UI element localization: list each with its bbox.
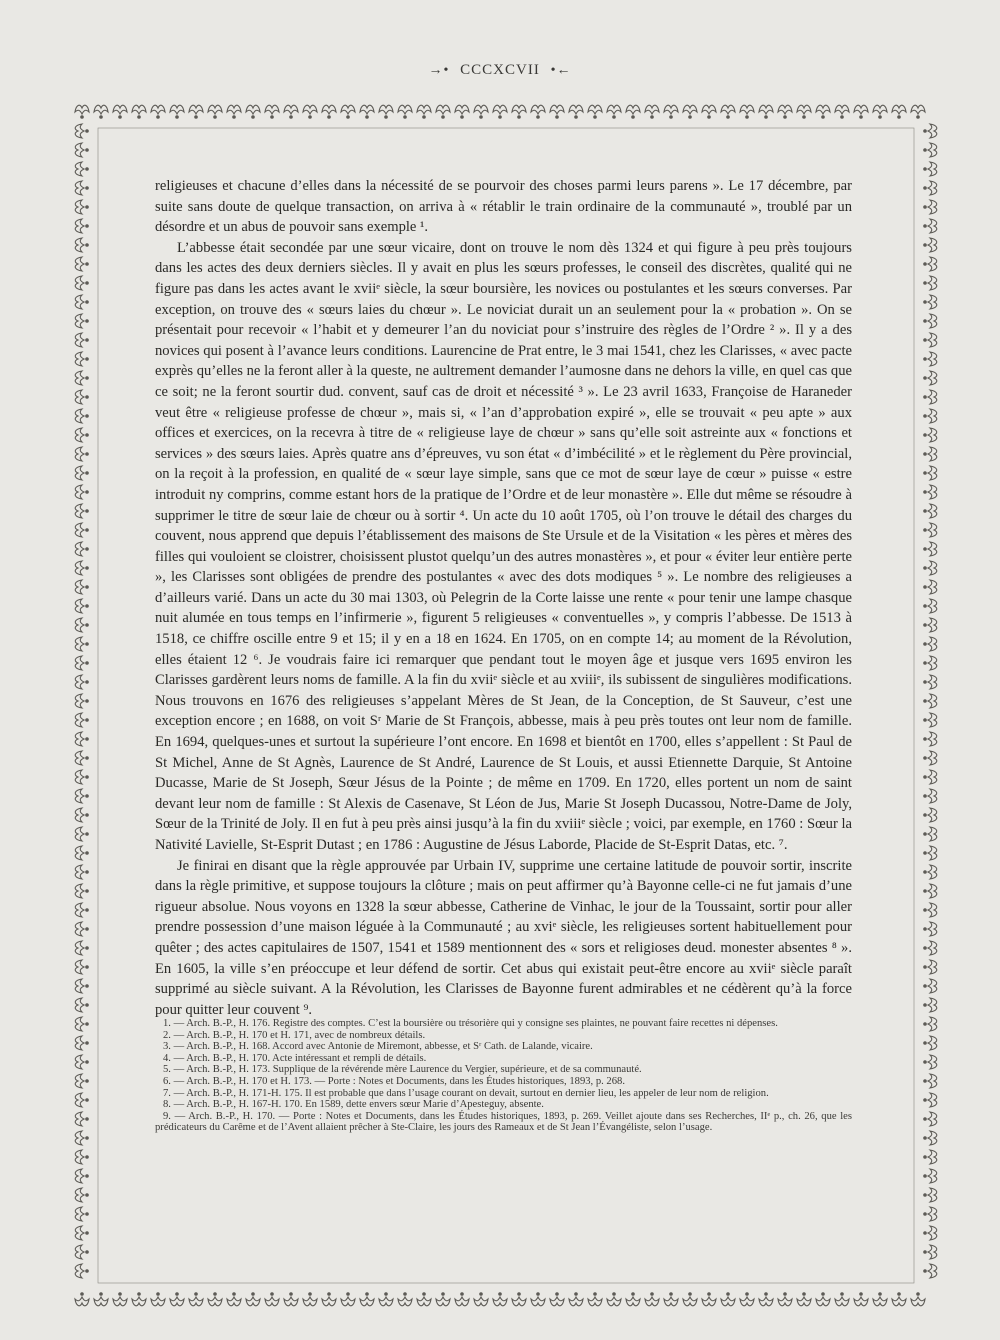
border-flower-ornament <box>923 656 937 670</box>
border-flower-ornament <box>740 1292 754 1306</box>
border-flower-ornament <box>75 637 89 651</box>
border-flower-ornament <box>379 1292 393 1306</box>
border-flower-ornament <box>923 713 937 727</box>
footnote: 1. — Arch. B.-P., H. 176. Registre des comptes. C’est la boursière ou trésorière qui y consigne ses plaintes, ne pouvant faire recettes ni dépenses. <box>163 1018 778 1029</box>
border-flower-ornament <box>75 599 89 613</box>
border-flower-ornament <box>740 105 754 119</box>
border-flower-ornament <box>246 1292 260 1306</box>
border-flower-ornament <box>923 922 937 936</box>
border-flower-ornament <box>923 637 937 651</box>
border-flower-ornament <box>531 105 545 119</box>
border-flower-ornament <box>417 105 431 119</box>
border-flower-ornament <box>778 105 792 119</box>
border-flower-ornament <box>923 580 937 594</box>
border-flower-ornament <box>759 105 773 119</box>
border-flower-ornament <box>923 1093 937 1107</box>
border-flower-ornament <box>816 105 830 119</box>
border-flower-ornament <box>923 504 937 518</box>
border-flower-ornament <box>75 618 89 632</box>
border-flower-ornament <box>75 504 89 518</box>
border-flower-ornament <box>265 105 279 119</box>
paragraph: Je finirai en disant que la règle approuvée par Urbain IV, supprime une certaine latitude de pouvoir sortir, inscrite dans la règle primitive, et suppose toujours la clôture ; mais on peut affirmer qu’à Bayonne celle-ci ne fut jamais d’une rigueur absolue. Nous voyons en 1328 la sœur abbesse, Catherine de Vinhac, le jour de la Toussaint, sortir pour aller prendre possession d’une maison léguée à la Communauté ; au xviᵉ siècle, les religieuses sortent habituellement pour quêter ; des actes capitulaires de 1507, 1541 et 1589 mentionnent des « sors et religioses deud. monester absentes ⁸ ». En 1605, la ville s’en préoccupe et leur défend de sortir. Cet abus qui existait peut-être encore au xviiᵉ siècle paraît supprimé au siècle suivant. A la Révolution, les Clarisses de Bayonne furent admirables et ne cédèrent qu’à la force pour quitter leur couvent ⁹. <box>155 857 852 1018</box>
border-flower-ornament <box>151 1292 165 1306</box>
border-flower-ornament <box>759 1292 773 1306</box>
border-flower-ornament <box>75 542 89 556</box>
border-flower-ornament <box>75 561 89 575</box>
page-number: CCCXCVII <box>460 62 540 78</box>
border-flower-ornament <box>436 105 450 119</box>
border-flower-ornament <box>923 599 937 613</box>
border-flower-ornament <box>265 1292 279 1306</box>
border-flower-ornament <box>797 105 811 119</box>
border-flower-ornament <box>588 105 602 119</box>
border-flower-ornament <box>75 884 89 898</box>
border-flower-ornament <box>923 998 937 1012</box>
border-flower-ornament <box>645 1292 659 1306</box>
border-flower-ornament <box>75 1131 89 1145</box>
border-flower-ornament <box>75 694 89 708</box>
border-flower-ornament <box>923 1055 937 1069</box>
border-flower-ornament <box>923 295 937 309</box>
border-flower-ornament <box>75 428 89 442</box>
footnote: 7. — Arch. B.-P., H. 171-H. 175. Il est probable que dans l’usage courant on devait, surtout en dernier lieu, les appeler de leur nom de religion. <box>163 1087 769 1099</box>
border-flower-ornament <box>911 105 925 119</box>
border-flower-ornament <box>75 276 89 290</box>
border-flower-ornament <box>923 561 937 575</box>
border-flower-ornament <box>75 656 89 670</box>
border-flower-ornament <box>474 1292 488 1306</box>
border-flower-ornament <box>75 1207 89 1221</box>
border-flower-ornament <box>75 333 89 347</box>
border-flower-ornament <box>227 105 241 119</box>
border-flower-ornament <box>923 257 937 271</box>
border-flower-ornament <box>379 105 393 119</box>
border-flower-ornament <box>75 1264 89 1278</box>
border-flower-ornament <box>607 105 621 119</box>
border-flower-ornament <box>398 105 412 119</box>
border-flower-ornament <box>873 105 887 119</box>
border-flower-ornament <box>835 1292 849 1306</box>
border-flower-ornament <box>75 1112 89 1126</box>
border-flower-ornament <box>923 1074 937 1088</box>
border-flower-ornament <box>170 105 184 119</box>
border-flower-ornament <box>284 1292 298 1306</box>
border-flower-ornament <box>455 1292 469 1306</box>
border-flower-ornament <box>512 1292 526 1306</box>
border-flower-ornament <box>75 371 89 385</box>
border-flower-ornament <box>75 105 89 119</box>
border-flower-ornament <box>816 1292 830 1306</box>
border-flower-ornament <box>923 865 937 879</box>
border-flower-ornament <box>322 105 336 119</box>
border-flower-ornament <box>75 466 89 480</box>
border-flower-ornament <box>75 1169 89 1183</box>
border-flower-ornament <box>923 1150 937 1164</box>
border-flower-ornament <box>75 200 89 214</box>
border-flower-ornament <box>923 751 937 765</box>
border-flower-ornament <box>75 447 89 461</box>
border-flower-ornament <box>455 105 469 119</box>
border-flower-ornament <box>854 1292 868 1306</box>
footnote: 9. — Arch. B.-P., H. 170. — Porte : Notes et Documents, dans les Études historiques, 1893, p. 269. Veillet ajoute dans ses Recherches, IIᵉ p., ch. 26, que les prédicateurs du Carême et de l’Avent allaient prêcher à Ste-Claire, les jours des Rameaux et de St Jean l’Évangéliste, selon l’usage. <box>155 1110 852 1134</box>
border-flower-ornament <box>923 333 937 347</box>
border-flower-ornament <box>75 979 89 993</box>
border-flower-ornament <box>721 105 735 119</box>
border-flower-ornament <box>721 1292 735 1306</box>
border-flower-ornament <box>923 770 937 784</box>
border-flower-ornament <box>75 1017 89 1031</box>
border-flower-ornament <box>923 542 937 556</box>
border-flower-ornament <box>75 409 89 423</box>
border-flower-ornament <box>75 1093 89 1107</box>
border-flower-ornament <box>75 941 89 955</box>
border-flower-ornament <box>322 1292 336 1306</box>
border-flower-ornament <box>923 1188 937 1202</box>
border-flower-ornament <box>94 1292 108 1306</box>
border-flower-ornament <box>702 105 716 119</box>
border-flower-ornament <box>75 1292 89 1306</box>
border-flower-ornament <box>75 352 89 366</box>
border-flower-ornament <box>892 1292 906 1306</box>
border-flower-ornament <box>588 1292 602 1306</box>
border-flower-ornament <box>132 1292 146 1306</box>
border-flower-ornament <box>550 1292 564 1306</box>
border-flower-ornament <box>75 846 89 860</box>
border-flower-ornament <box>923 808 937 822</box>
border-flower-ornament <box>208 1292 222 1306</box>
border-flower-ornament <box>75 1245 89 1259</box>
border-flower-ornament <box>923 1245 937 1259</box>
border-flower-ornament <box>75 314 89 328</box>
main-text <box>155 176 852 1020</box>
paragraph: L’abbesse était secondée par une sœur vicaire, dont on trouve le nom dès 1324 et qui figure à peu près toujours dans les actes des deux derniers siècles. Il y avait en plus les sœurs professes, le conseil des discrètes, qualité qui ne figure pas dans les actes avant le xviiᵉ siècle, la sœur boursière, les novices ou postulantes et les sœurs converses. Par exception, on trouve des « sœurs laies du chœur ». Le noviciat durait un an seulement pour la « probation ». On se présentait pour recevoir « l’habit et y demeurer l’an du noviciat pour s’instruire des règles de l’Ordre ² ». Il y a des novices qui posent à l’avance leurs conditions. Laurencine de Prat entre, le 3 mai 1541, chez les Clarisses, « avec pacte exprès qu’elles ne la feront aller à la queste, ne aultrement demander l’aumosne dans ne dehors la ville, en quel cas que ce soit; ne la feront sourtir dud. convent, sauf cas de droit et nécessité ³ ». Le 23 avril 1633, Françoise de Haraneder veut être « religieuse professe de chœur », mais si, « l’an d’approbation expiré », elle se trouvait « peu apte » aux offices et exercices, on la recevra à titre de « religieuse laye de chœur » sans qu’elle soit astreinte aux « fonctions et services » des sœurs laies. Après quatre ans d’épreuves, vu son état « d’imbécilité » et le règlement du Père provincial, on la reçoit à la profession, en qualité de « sœur laye simple, sans que ce mot de sœur laye de cœur » puisse « estre introduit ny comprins, comme estant hors de la pratique de l’Ordre et de leur monastère ». Elle dut même se résoudre à supprimer le titre de sœur laie de chœur ou à sortir ⁴. Un acte du 10 août 1705, où l’on trouve le détail des charges du couvent, nous apprend que depuis l’établissement des maisons de Ste Ursule et de la Visitation « les pères et mères des filles qui vouloient se cloistrer, choisissent plustot quelqu’un des autres monastères », et pour « éviter leur entière perte », les Clarisses sont obligées de prendre des postulantes « avec des dots modiques ⁵ ». Le nombre des religieuses a d’ailleurs varié. Dans un acte du 30 mai 1303, où Pelegrin de la Corte laisse une rente « pour tenir une lampe chasque nuit alumée en tous temps en l’infirmerie », figurent 5 religieuses « conventuelles », y compris l’abbesse. De 1513 à 1518, ce chiffre oscille entre 9 et 15; il y en a 18 en 1624. En 1705, on en compte 14; au moment de la Révolution, elles étaient 12 ⁶. Je voudrais faire ici remarquer que pendant tout le moyen âge et jusque vers 1695 environ les Clarisses gardèrent leurs noms de famille. A la fin du xviiᵉ siècle et au xviiiᵉ, ils subissent de singulières modifications. Nous trouvons en 1676 des religieuses s’appelant Mères de St Jean, de la Conception, de St Sauveur, c’est une exception encore ; en 1688, on voit Sʳ Marie de St François, abbesse, mais à peu près toutes ont leur nom de famille. En 1694, quelques-unes et surtout la supérieure l’ont encore. En 1698 et bientôt en 1700, elles s’appellent : St Paul de St Michel, Anne de St Agnès, Laurence de St André, Laurence de St Louis, et aussi Etiennette Darquie, St Antoine Ducasse, Marie de St Joseph, Sœur Jésus de la Pointe ; de même en 1709. En 1720, elles portent un nom de saint devant leur nom de famille : St Alexis de Casenave, St Léon de Jus, Marie St Joseph Ducassou, Notre-Dame de Joly, Sœur de la Trinité de Joly. Il en fut à peu près ainsi jusqu’à la fin du xviiiᵉ siècle ; voici, par exemple, en 1760 : Sœur la Nativité Lavielle, St-Esprit Dutast ; en 1786 : Augustine de Jésus Laborde, Placide de St-Esprit Datas, etc. ⁷. <box>155 239 852 853</box>
border-flower-ornament <box>75 143 89 157</box>
border-flower-ornament <box>341 1292 355 1306</box>
border-flower-ornament <box>923 1017 937 1031</box>
border-flower-ornament <box>923 466 937 480</box>
border-flower-ornament <box>923 428 937 442</box>
border-flower-ornament <box>923 1207 937 1221</box>
border-flower-ornament <box>75 1226 89 1240</box>
border-flower-ornament <box>923 827 937 841</box>
border-flower-ornament <box>835 105 849 119</box>
border-flower-ornament <box>75 751 89 765</box>
border-flower-ornament <box>303 1292 317 1306</box>
footnote: 8. — Arch. B.-P., H. 167-H. 170. En 1589, dette envers sœur Marie d’Apesteguy, absente. <box>163 1099 544 1111</box>
arrow-left-ornament: •← <box>550 63 572 78</box>
border-flower-ornament <box>923 390 937 404</box>
border-flower-ornament <box>923 694 937 708</box>
border-flower-ornament <box>923 884 937 898</box>
border-flower-ornament <box>778 1292 792 1306</box>
border-flower-ornament <box>923 314 937 328</box>
border-flower-ornament <box>569 1292 583 1306</box>
border-flower-ornament <box>75 675 89 689</box>
border-flower-ornament <box>923 181 937 195</box>
border-flower-ornament <box>75 162 89 176</box>
border-flower-ornament <box>151 105 165 119</box>
border-flower-ornament <box>531 1292 545 1306</box>
border-flower-ornament <box>683 1292 697 1306</box>
footnote: 2. — Arch. B.-P., H. 170 et H. 171, avec de nombreux détails. <box>163 1029 426 1041</box>
border-flower-ornament <box>75 181 89 195</box>
border-flower-ornament <box>75 1074 89 1088</box>
border-flower-ornament <box>664 105 678 119</box>
border-flower-ornament <box>189 1292 203 1306</box>
border-flower-ornament <box>923 447 937 461</box>
border-flower-ornament <box>923 523 937 537</box>
border-flower-ornament <box>550 105 564 119</box>
border-flower-ornament <box>75 713 89 727</box>
border-flower-ornament <box>170 1292 184 1306</box>
border-flower-ornament <box>398 1292 412 1306</box>
border-flower-ornament <box>360 105 374 119</box>
footnote: 5. — Arch. B.-P., H. 173. Supplique de la révérende mère Laurence du Vergier, supérieure, et de sa communauté. <box>163 1064 642 1076</box>
border-flower-ornament <box>683 105 697 119</box>
border-flower-ornament <box>923 941 937 955</box>
border-flower-ornament <box>75 485 89 499</box>
border-flower-ornament <box>569 105 583 119</box>
border-flower-ornament <box>75 789 89 803</box>
border-flower-ornament <box>474 105 488 119</box>
footnote: 4. — Arch. B.-P., H. 170. Acte intéressant et rempli de détails. <box>163 1052 427 1064</box>
border-flower-ornament <box>75 1055 89 1069</box>
border-flower-ornament <box>360 1292 374 1306</box>
paragraph: religieuses et chacune d’elles dans la nécessité de se pourvoir des choses parmi leurs parens ». Le 17 décembre, par suite sans doute de quelque transaction, on arriva à « rétablir le train ordinaire de la communauté », troublé par un désordre et un abus de pouvoir sans exemple ¹. <box>155 178 852 236</box>
border-flower-ornament <box>923 352 937 366</box>
border-flower-ornament <box>75 219 89 233</box>
border-flower-ornament <box>923 409 937 423</box>
arrow-right-ornament: →• <box>428 63 450 78</box>
border-flower-ornament <box>797 1292 811 1306</box>
border-flower-ornament <box>923 846 937 860</box>
border-flower-ornament <box>923 1036 937 1050</box>
border-flower-ornament <box>94 105 108 119</box>
border-flower-ornament <box>75 390 89 404</box>
border-flower-ornament <box>75 865 89 879</box>
border-flower-ornament <box>303 105 317 119</box>
border-flower-ornament <box>493 1292 507 1306</box>
border-flower-ornament <box>189 105 203 119</box>
border-flower-ornament <box>75 903 89 917</box>
border-flower-ornament <box>75 580 89 594</box>
border-flower-ornament <box>923 1112 937 1126</box>
border-flower-ornament <box>246 105 260 119</box>
footnote: 3. — Arch. B.-P., H. 168. Accord avec Antonie de Miremont, abbesse, et Sʳ Cath. de Lalande, vicaire. <box>163 1041 593 1053</box>
border-flower-ornament <box>923 162 937 176</box>
border-flower-ornament <box>75 1036 89 1050</box>
border-flower-ornament <box>923 618 937 632</box>
border-flower-ornament <box>75 960 89 974</box>
border-flower-ornament <box>75 827 89 841</box>
border-flower-ornament <box>208 105 222 119</box>
border-flower-ornament <box>132 105 146 119</box>
border-flower-ornament <box>923 276 937 290</box>
border-flower-ornament <box>923 789 937 803</box>
border-flower-ornament <box>75 124 89 138</box>
border-flower-ornament <box>436 1292 450 1306</box>
border-flower-ornament <box>923 1264 937 1278</box>
border-flower-ornament <box>75 1188 89 1202</box>
border-flower-ornament <box>75 808 89 822</box>
border-flower-ornament <box>607 1292 621 1306</box>
border-flower-ornament <box>227 1292 241 1306</box>
border-flower-ornament <box>923 124 937 138</box>
border-flower-ornament <box>923 1169 937 1183</box>
footnote: 6. — Arch. B.-P., H. 170 et H. 173. — Porte : Notes et Documents, dans les Études historiques, 1893, p. 268. <box>163 1075 625 1087</box>
border-flower-ornament <box>75 1150 89 1164</box>
border-flower-ornament <box>923 675 937 689</box>
border-flower-ornament <box>923 200 937 214</box>
border-flower-ornament <box>664 1292 678 1306</box>
border-flower-ornament <box>284 105 298 119</box>
border-flower-ornament <box>923 219 937 233</box>
border-flower-ornament <box>923 238 937 252</box>
border-flower-ornament <box>911 1292 925 1306</box>
border-flower-ornament <box>75 295 89 309</box>
border-flower-ornament <box>626 105 640 119</box>
border-flower-ornament <box>113 105 127 119</box>
border-flower-ornament <box>923 979 937 993</box>
border-flower-ornament <box>493 105 507 119</box>
border-flower-ornament <box>75 523 89 537</box>
border-flower-ornament <box>75 922 89 936</box>
footnotes <box>155 1018 852 1134</box>
border-flower-ornament <box>923 1131 937 1145</box>
border-flower-ornament <box>923 903 937 917</box>
border-flower-ornament <box>923 371 937 385</box>
page-header <box>0 62 1000 79</box>
border-flower-ornament <box>113 1292 127 1306</box>
border-flower-ornament <box>341 105 355 119</box>
border-flower-ornament <box>923 485 937 499</box>
border-flower-ornament <box>512 105 526 119</box>
border-flower-ornament <box>702 1292 716 1306</box>
border-flower-ornament <box>923 960 937 974</box>
border-flower-ornament <box>417 1292 431 1306</box>
border-flower-ornament <box>75 998 89 1012</box>
border-flower-ornament <box>854 105 868 119</box>
border-flower-ornament <box>892 105 906 119</box>
border-flower-ornament <box>923 143 937 157</box>
border-flower-ornament <box>626 1292 640 1306</box>
border-flower-ornament <box>75 732 89 746</box>
border-flower-ornament <box>923 732 937 746</box>
border-flower-ornament <box>75 770 89 784</box>
border-flower-ornament <box>645 105 659 119</box>
border-flower-ornament <box>873 1292 887 1306</box>
border-flower-ornament <box>923 1226 937 1240</box>
border-flower-ornament <box>75 238 89 252</box>
border-flower-ornament <box>75 257 89 271</box>
